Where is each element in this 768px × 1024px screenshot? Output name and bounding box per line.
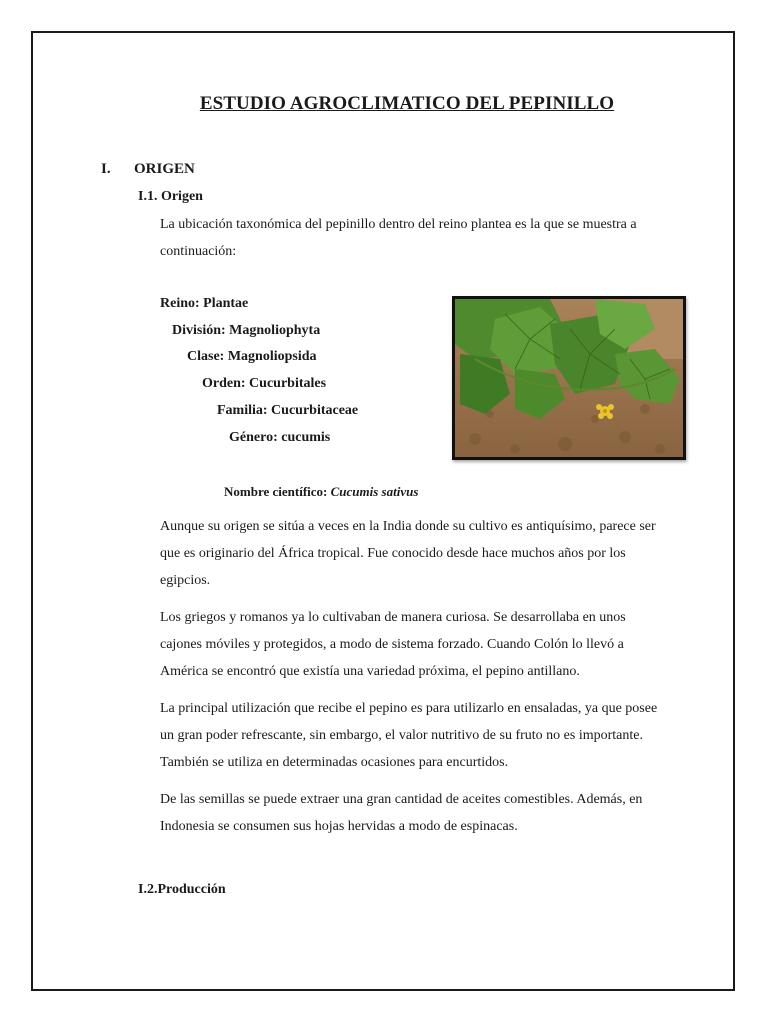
taxonomy-genero: Género: cucumis	[229, 430, 331, 445]
taxonomy-reino: Reino: Plantae	[160, 296, 249, 311]
taxonomy-familia: Familia: Cucurbitaceae	[217, 403, 359, 418]
paragraph-seeds: De las semillas se puede extraer una gran cantidad de aceites comestibles. Además, en Indonesia se consumen sus hojas hervidas a modo de espinacas.	[160, 792, 643, 834]
paragraph-origin: Aunque su origen se sitúa a veces en la India donde su cultivo es antiquísimo, parece ser que es originario del África tropical. Fue conocido desde hace muchos años por los egipcios.	[160, 519, 656, 588]
intro-paragraph: La ubicación taxonómica del pepinillo dentro del reino plantea es la que se muestra a continuación:	[160, 217, 637, 259]
subsection-heading-produccion: I.2.Producción	[138, 882, 226, 897]
taxonomy-division: División: Magnoliophyta	[172, 323, 321, 338]
paragraph-uses: La principal utilización que recibe el pepino es para utilizarlo en ensaladas, ya que posee un gran poder refrescante, sin embargo, el valor nutritivo de su fruto no es importante. También se utiliza en determinadas ocasiones para encurtidos.	[160, 701, 658, 770]
paragraph-history: Los griegos y romanos ya lo cultivaban de manera curiosa. Se desarrollaba en unos cajones móviles y protegidos, a modo de sistema forzado. Cuando Colón lo llevó a América se encontró que existía una variedad próxima, el pepino antillano.	[160, 610, 626, 679]
cucumber-plant-illustration	[455, 299, 683, 457]
section-number: I.	[101, 161, 111, 177]
section-heading: ORIGEN	[134, 161, 195, 177]
cucumber-plant-photo	[452, 296, 686, 460]
scientific-name	[224, 484, 418, 500]
taxonomy-orden: Orden: Cucurbitales	[202, 376, 327, 391]
subsection-heading-origen: I.1. Origen	[138, 189, 203, 204]
taxonomy-clase: Clase: Magnoliopsida	[187, 349, 317, 364]
scientific-name-label: Nombre científico:	[224, 484, 328, 499]
scientific-name-value: Cucumis sativus	[330, 484, 419, 499]
document-title: ESTUDIO AGROCLIMATICO DEL PEPINILLO	[199, 93, 615, 114]
